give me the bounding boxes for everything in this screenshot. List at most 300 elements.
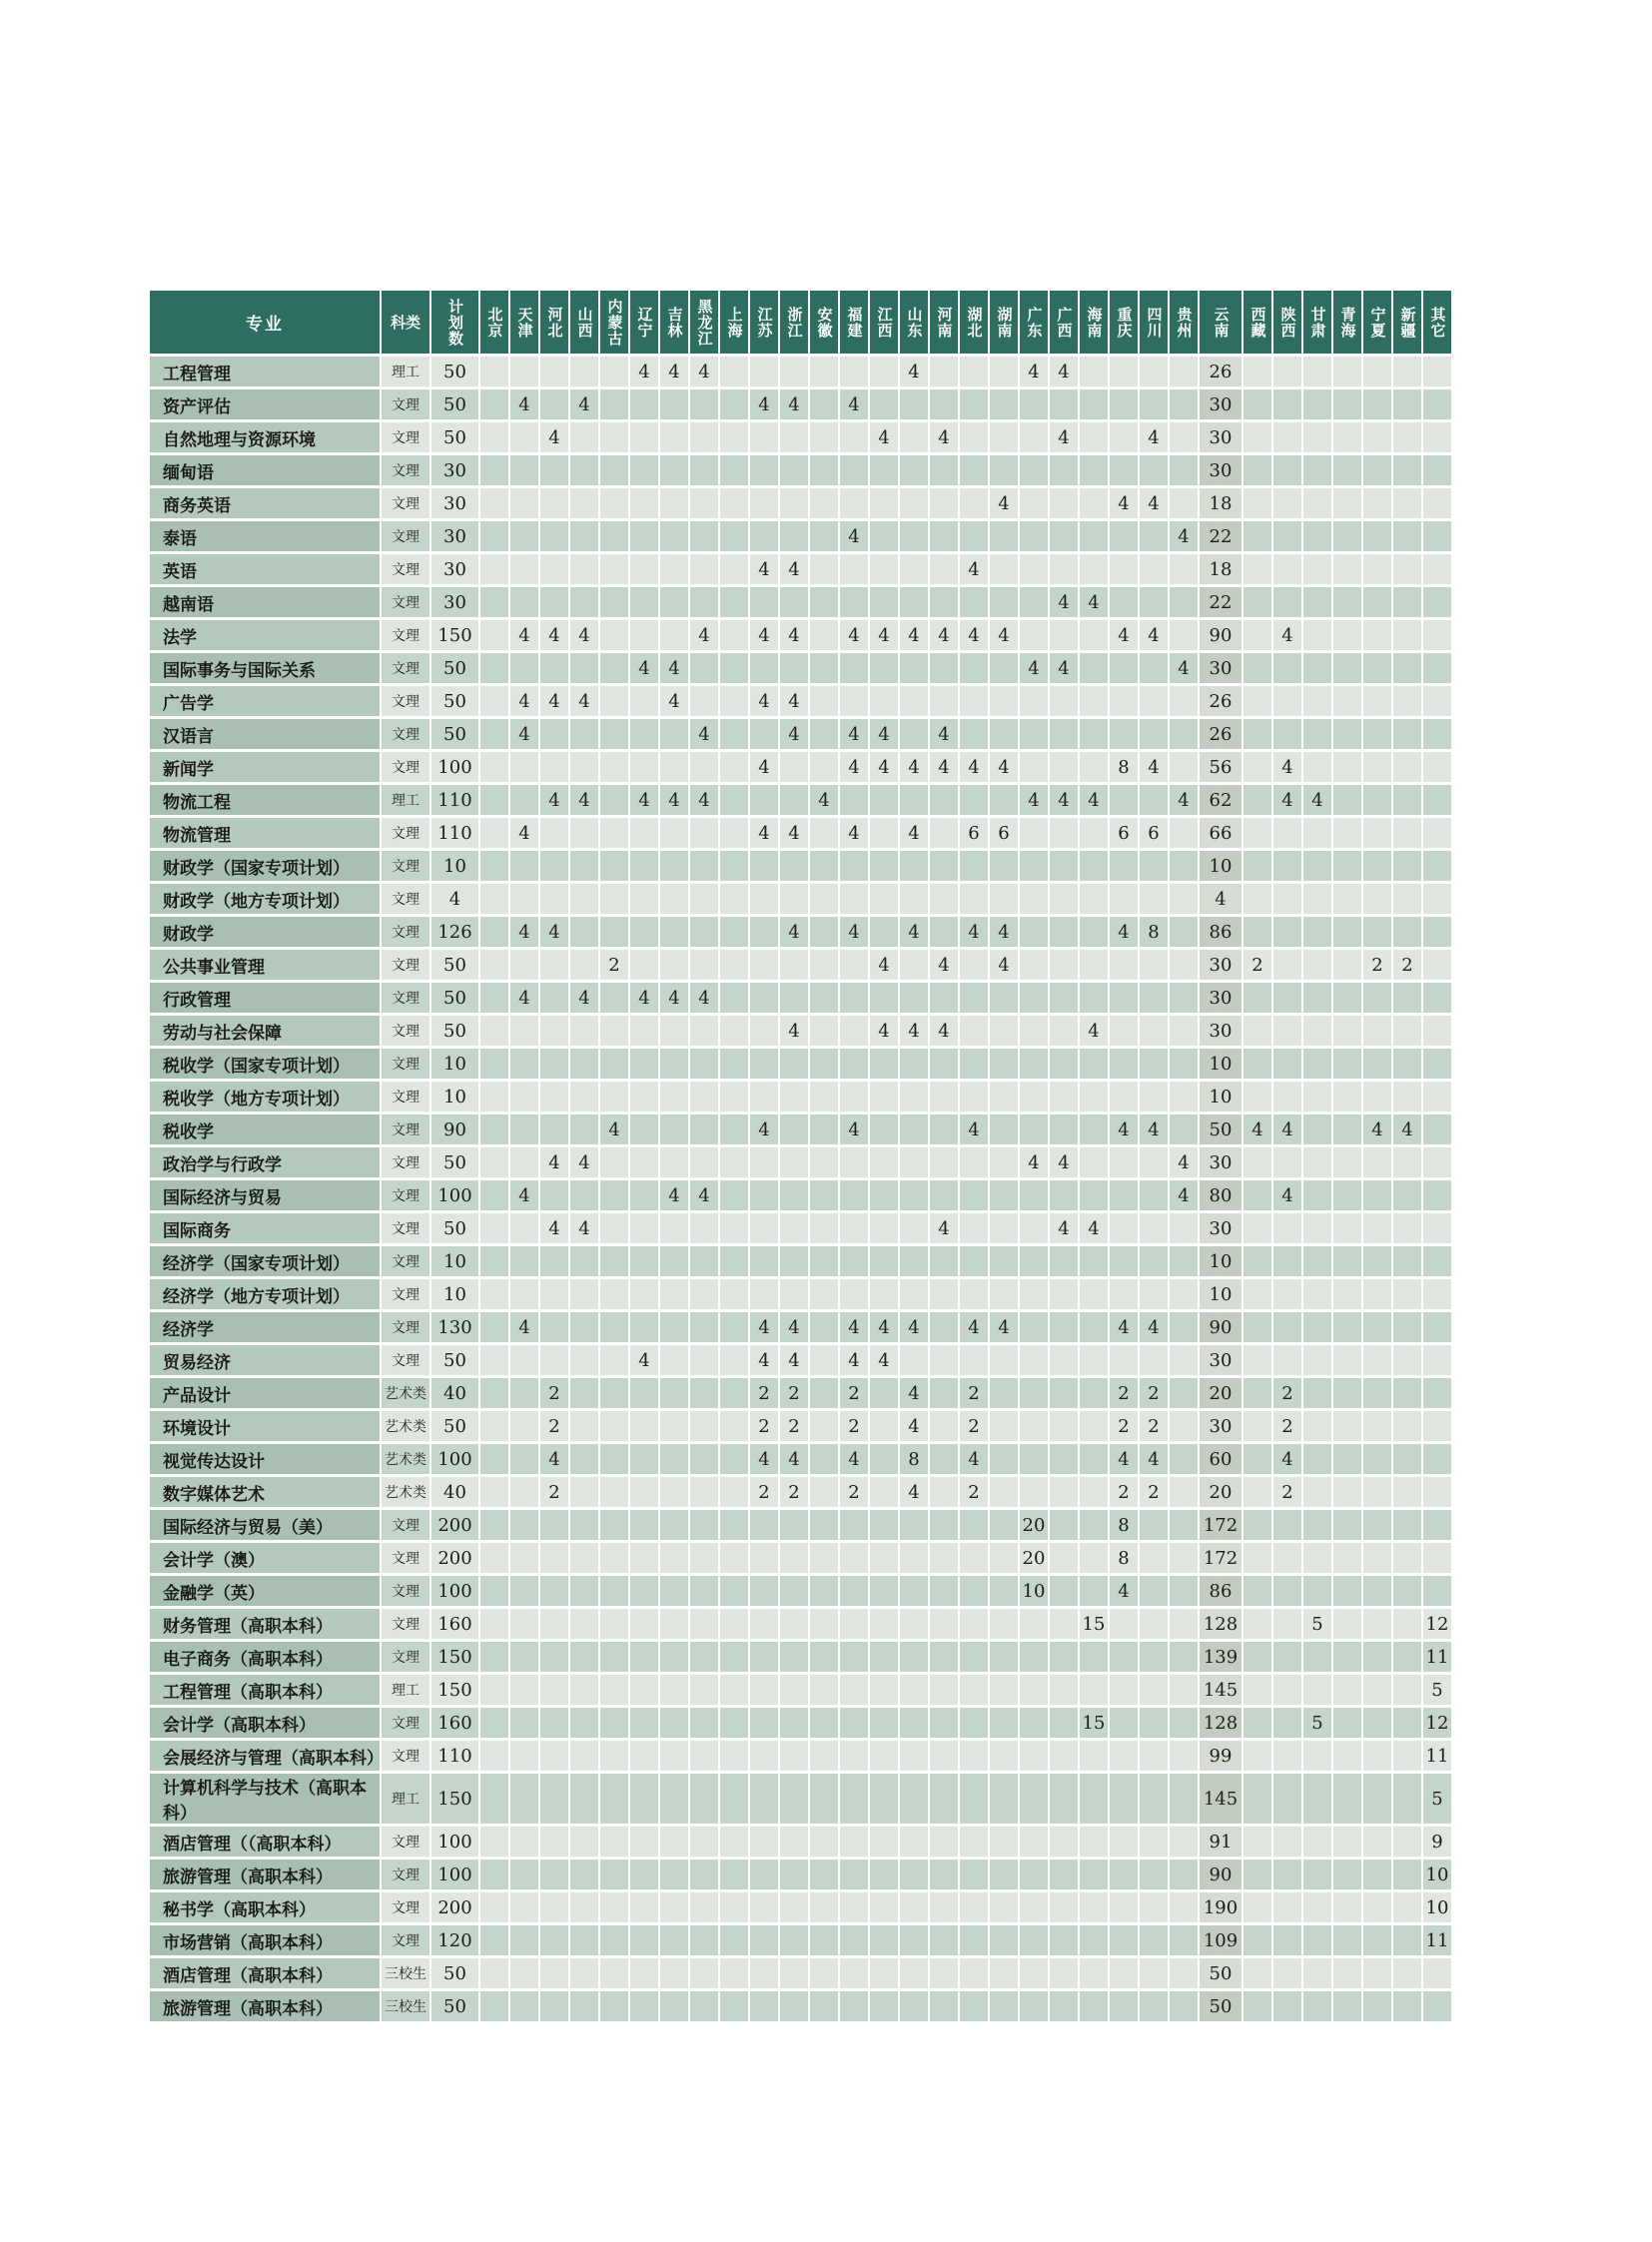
province-value-cell	[630, 1827, 658, 1857]
province-value-cell: 2	[1273, 1378, 1301, 1408]
province-value-cell	[990, 1675, 1018, 1705]
major-cell: 财政学（地方专项计划）	[150, 884, 380, 914]
plan-cell: 30	[431, 587, 478, 617]
province-value-cell	[510, 1827, 538, 1857]
col-header-province: 西藏	[1243, 291, 1271, 354]
province-value-cell	[960, 719, 988, 749]
province-value-cell: 4	[570, 620, 598, 650]
province-value-cell	[1170, 884, 1198, 914]
province-value-cell	[930, 1246, 958, 1276]
major-cell: 国际事务与国际关系	[150, 653, 380, 683]
province-value-cell	[750, 1774, 778, 1824]
province-value-cell	[1273, 950, 1301, 980]
plan-cell: 160	[431, 1708, 478, 1738]
province-value-cell	[510, 752, 538, 782]
table-row	[150, 1958, 1451, 1988]
province-value-cell	[1363, 1444, 1391, 1474]
province-value-cell	[720, 1115, 748, 1144]
col-header-province: 江西	[870, 291, 898, 354]
province-value-cell	[1333, 1312, 1361, 1342]
province-value-cell: 4	[570, 983, 598, 1013]
province-value-cell	[1140, 686, 1168, 716]
province-value-cell	[870, 1774, 898, 1824]
province-value-cell	[1080, 1246, 1108, 1276]
province-value-cell	[630, 1892, 658, 1922]
province-value-cell	[510, 1147, 538, 1177]
province-value-cell	[1363, 752, 1391, 782]
province-value-cell	[1393, 818, 1421, 848]
province-value-cell	[990, 1991, 1018, 2021]
plan-cell: 10	[431, 851, 478, 881]
province-value-cell	[810, 1246, 838, 1276]
province-value-cell	[1423, 1082, 1451, 1112]
province-value-cell	[630, 1444, 658, 1474]
province-value-cell	[870, 1708, 898, 1738]
province-value-cell	[810, 554, 838, 584]
province-value-cell	[1170, 752, 1198, 782]
province-value-cell	[720, 1411, 748, 1441]
province-value-cell: 9	[1423, 1827, 1451, 1857]
province-value-cell	[1170, 1609, 1198, 1639]
province-value-cell	[1303, 1312, 1331, 1342]
province-value-cell	[1363, 1378, 1391, 1408]
province-value-cell	[1243, 1925, 1271, 1955]
province-value-cell	[510, 1925, 538, 1955]
province-value-cell	[1363, 1345, 1391, 1375]
province-value-cell	[1170, 1016, 1198, 1046]
province-value-cell	[870, 1741, 898, 1771]
province-value-cell	[840, 1708, 868, 1738]
province-value-cell	[1273, 488, 1301, 518]
province-value-cell	[1363, 1675, 1391, 1705]
province-value-cell	[540, 1576, 568, 1606]
province-value-cell	[720, 587, 748, 617]
province-value-cell	[1050, 1477, 1078, 1507]
col-header-province: 重庆	[1110, 291, 1138, 354]
col-header-province: 海南	[1080, 291, 1108, 354]
province-value-cell	[1363, 686, 1391, 716]
province-value-cell	[960, 653, 988, 683]
province-value-cell	[1333, 1147, 1361, 1177]
province-value-cell	[690, 1675, 718, 1705]
province-value-cell	[1333, 1477, 1361, 1507]
province-value-cell	[1363, 1180, 1391, 1210]
province-value-cell	[1393, 422, 1421, 452]
province-value-cell	[1333, 422, 1361, 452]
major-cell: 会计学（澳）	[150, 1543, 380, 1573]
province-value-cell	[750, 1213, 778, 1243]
province-value-cell	[1080, 554, 1108, 584]
province-value-cell: 4	[1080, 785, 1108, 815]
province-value-cell	[750, 455, 778, 485]
province-value-cell	[870, 1925, 898, 1955]
province-value-cell	[1170, 1246, 1198, 1276]
province-value-cell	[480, 1543, 508, 1573]
province-value-cell	[600, 884, 628, 914]
province-value-cell: 5	[1303, 1609, 1331, 1639]
province-value-cell: 30	[1200, 983, 1241, 1013]
province-value-cell: 30	[1200, 455, 1241, 485]
enrollment-plan-table-wrap	[148, 288, 1453, 2024]
province-value-cell	[690, 1892, 718, 1922]
province-value-cell	[1170, 1049, 1198, 1079]
province-value-cell	[1423, 1576, 1451, 1606]
category-cell: 文理	[382, 686, 429, 716]
province-value-cell	[1110, 1860, 1138, 1889]
province-value-cell	[540, 488, 568, 518]
col-header-province: 湖南	[990, 291, 1018, 354]
province-value-cell	[1020, 1708, 1048, 1738]
province-value-cell: 4	[570, 1147, 598, 1177]
province-value-cell	[1303, 1741, 1331, 1771]
province-value-cell	[1273, 1675, 1301, 1705]
plan-cell: 50	[431, 389, 478, 419]
province-value-cell	[1080, 1991, 1108, 2021]
plan-cell: 150	[431, 1642, 478, 1672]
province-value-cell	[1140, 587, 1168, 617]
province-value-cell	[720, 1378, 748, 1408]
province-value-cell	[1140, 1147, 1168, 1177]
province-value-cell	[1110, 521, 1138, 551]
province-value-cell	[690, 1115, 718, 1144]
province-value-cell: 4	[630, 785, 658, 815]
province-value-cell	[900, 389, 928, 419]
province-value-cell	[1243, 1860, 1271, 1889]
province-value-cell: 50	[1200, 1115, 1241, 1144]
province-value-cell	[510, 554, 538, 584]
province-value-cell: 145	[1200, 1774, 1241, 1824]
province-value-cell	[750, 488, 778, 518]
province-value-cell	[1423, 389, 1451, 419]
province-value-cell	[1140, 1180, 1168, 1210]
province-value-cell: 4	[960, 1312, 988, 1342]
province-value-cell	[1020, 422, 1048, 452]
province-value-cell	[1243, 620, 1271, 650]
province-value-cell	[1140, 1958, 1168, 1988]
province-value-cell	[780, 1774, 808, 1824]
province-value-cell	[930, 1609, 958, 1639]
province-value-cell: 4	[840, 1115, 868, 1144]
province-value-cell	[960, 1543, 988, 1573]
province-value-cell	[900, 1576, 928, 1606]
province-value-cell	[1333, 1510, 1361, 1540]
province-value-cell	[1303, 1411, 1331, 1441]
province-value-cell: 4	[870, 752, 898, 782]
province-value-cell	[990, 851, 1018, 881]
province-value-cell	[990, 1925, 1018, 1955]
province-value-cell	[540, 1510, 568, 1540]
province-value-cell	[840, 653, 868, 683]
province-value-cell: 4	[1020, 785, 1048, 815]
major-cell: 电子商务（高职本科）	[150, 1642, 380, 1672]
province-value-cell	[720, 389, 748, 419]
province-value-cell	[480, 1991, 508, 2021]
province-value-cell	[1423, 554, 1451, 584]
province-value-cell	[510, 1279, 538, 1309]
province-value-cell: 4	[780, 1016, 808, 1046]
province-value-cell: 4	[1140, 422, 1168, 452]
col-header-province: 宁夏	[1363, 291, 1391, 354]
province-value-cell	[1170, 1576, 1198, 1606]
province-value-cell	[660, 455, 688, 485]
province-value-cell: 8	[900, 1444, 928, 1474]
province-value-cell	[660, 554, 688, 584]
province-value-cell	[1333, 719, 1361, 749]
province-value-cell	[1020, 587, 1048, 617]
province-value-cell	[600, 389, 628, 419]
province-value-cell	[660, 587, 688, 617]
province-value-cell	[1363, 1576, 1391, 1606]
major-cell: 政治学与行政学	[150, 1147, 380, 1177]
province-value-cell	[1363, 1609, 1391, 1639]
province-value-cell: 4	[540, 422, 568, 452]
province-value-cell	[1363, 1411, 1391, 1441]
province-value-cell	[1080, 1312, 1108, 1342]
plan-cell: 30	[431, 455, 478, 485]
province-value-cell	[510, 1477, 538, 1507]
plan-cell: 50	[431, 1958, 478, 1988]
province-value-cell	[840, 884, 868, 914]
province-value-cell	[1273, 1312, 1301, 1342]
major-cell: 税收学（地方专项计划）	[150, 1082, 380, 1112]
province-value-cell	[1243, 1642, 1271, 1672]
province-value-cell: 4	[840, 917, 868, 947]
province-value-cell	[930, 357, 958, 386]
province-value-cell	[1273, 983, 1301, 1013]
province-value-cell	[1423, 357, 1451, 386]
major-cell: 财政学（国家专项计划）	[150, 851, 380, 881]
province-value-cell	[720, 1708, 748, 1738]
major-cell: 酒店管理（（高职本科）	[150, 1827, 380, 1857]
province-value-cell	[1170, 389, 1198, 419]
province-value-cell	[870, 1642, 898, 1672]
province-value-cell	[660, 1543, 688, 1573]
province-value-cell: 56	[1200, 752, 1241, 782]
province-value-cell	[1050, 1115, 1078, 1144]
province-value-cell: 4	[1050, 422, 1078, 452]
province-value-cell	[990, 983, 1018, 1013]
category-cell: 文理	[382, 1642, 429, 1672]
province-value-cell: 4	[780, 1345, 808, 1375]
province-value-cell	[1273, 1049, 1301, 1079]
table-row	[150, 653, 1451, 683]
province-value-cell: 4	[870, 1312, 898, 1342]
province-value-cell	[1080, 1345, 1108, 1375]
table-row	[150, 1246, 1451, 1276]
province-value-cell	[1243, 851, 1271, 881]
province-value-cell: 2	[750, 1411, 778, 1441]
province-value-cell	[1273, 554, 1301, 584]
province-value-cell	[780, 357, 808, 386]
province-value-cell	[1020, 1675, 1048, 1705]
province-value-cell	[750, 521, 778, 551]
province-value-cell	[690, 884, 718, 914]
province-value-cell	[600, 1378, 628, 1408]
province-value-cell	[1050, 686, 1078, 716]
province-value-cell	[600, 851, 628, 881]
province-value-cell	[1303, 1774, 1331, 1824]
province-value-cell	[1243, 357, 1271, 386]
major-cell: 会计学（高职本科）	[150, 1708, 380, 1738]
province-value-cell	[1273, 1543, 1301, 1573]
province-value-cell	[600, 1576, 628, 1606]
province-value-cell	[690, 1082, 718, 1112]
province-value-cell	[1050, 1312, 1078, 1342]
province-value-cell: 2	[1110, 1477, 1138, 1507]
province-value-cell	[690, 554, 718, 584]
province-value-cell	[1080, 1049, 1108, 1079]
col-header-province: 河北	[540, 291, 568, 354]
province-value-cell	[1243, 752, 1271, 782]
province-value-cell	[1140, 785, 1168, 815]
province-value-cell	[480, 752, 508, 782]
province-value-cell	[960, 1147, 988, 1177]
province-value-cell	[1333, 917, 1361, 947]
province-value-cell	[1393, 1213, 1421, 1243]
province-value-cell	[570, 917, 598, 947]
province-value-cell	[1050, 983, 1078, 1013]
province-value-cell	[810, 1991, 838, 2021]
province-value-cell	[1393, 1741, 1421, 1771]
province-value-cell: 4	[900, 620, 928, 650]
province-value-cell	[870, 1049, 898, 1079]
province-value-cell	[960, 1958, 988, 1988]
province-value-cell	[1423, 752, 1451, 782]
province-value-cell	[1080, 521, 1108, 551]
province-value-cell	[1110, 1016, 1138, 1046]
province-value-cell	[960, 455, 988, 485]
province-value-cell	[900, 1147, 928, 1177]
province-value-cell	[1423, 1477, 1451, 1507]
major-cell: 自然地理与资源环境	[150, 422, 380, 452]
province-value-cell	[1273, 1958, 1301, 1988]
province-value-cell	[1020, 1991, 1048, 2021]
province-value-cell	[1393, 1444, 1421, 1474]
province-value-cell	[1303, 1049, 1331, 1079]
province-value-cell	[540, 1991, 568, 2021]
province-value-cell	[750, 884, 778, 914]
province-value-cell	[1110, 983, 1138, 1013]
province-value-cell	[1423, 422, 1451, 452]
province-value-cell: 4	[900, 357, 928, 386]
province-value-cell	[1303, 1246, 1331, 1276]
province-value-cell	[1110, 1774, 1138, 1824]
province-value-cell: 8	[1110, 752, 1138, 782]
province-value-cell	[1020, 1827, 1048, 1857]
province-value-cell	[630, 1925, 658, 1955]
province-value-cell	[1020, 1741, 1048, 1771]
province-value-cell: 4	[1110, 1444, 1138, 1474]
province-value-cell	[480, 1213, 508, 1243]
province-value-cell	[1080, 1411, 1108, 1441]
province-value-cell	[750, 422, 778, 452]
province-value-cell	[1303, 719, 1331, 749]
province-value-cell: 4	[1020, 357, 1048, 386]
province-value-cell	[1080, 1774, 1108, 1824]
province-value-cell	[1140, 1774, 1168, 1824]
province-value-cell	[780, 1576, 808, 1606]
province-value-cell: 4	[510, 620, 538, 650]
category-cell: 三校生	[382, 1958, 429, 1988]
province-value-cell	[1243, 1609, 1271, 1639]
province-value-cell: 4	[1140, 488, 1168, 518]
province-value-cell	[1393, 389, 1421, 419]
province-value-cell	[480, 1444, 508, 1474]
table-row	[150, 1827, 1451, 1857]
province-value-cell	[1393, 686, 1421, 716]
province-value-cell	[600, 1958, 628, 1988]
province-value-cell: 4	[1273, 752, 1301, 782]
category-cell: 理工	[382, 785, 429, 815]
table-row	[150, 1411, 1451, 1441]
category-cell: 文理	[382, 1860, 429, 1889]
province-value-cell	[1243, 1444, 1271, 1474]
province-value-cell	[570, 1827, 598, 1857]
province-value-cell	[1170, 1774, 1198, 1824]
province-value-cell: 4	[780, 818, 808, 848]
table-row	[150, 818, 1451, 848]
province-value-cell	[1273, 719, 1301, 749]
province-value-cell: 4	[1170, 1180, 1198, 1210]
plan-cell: 30	[431, 554, 478, 584]
province-value-cell: 66	[1200, 818, 1241, 848]
province-value-cell	[960, 851, 988, 881]
table-row	[150, 554, 1451, 584]
col-header-province: 其它	[1423, 291, 1451, 354]
province-value-cell: 4	[750, 1444, 778, 1474]
province-value-cell: 4	[1050, 785, 1078, 815]
province-value-cell	[570, 818, 598, 848]
province-value-cell	[720, 521, 748, 551]
province-value-cell	[1170, 1543, 1198, 1573]
province-value-cell	[780, 851, 808, 881]
province-value-cell	[1303, 1378, 1331, 1408]
province-value-cell	[900, 455, 928, 485]
plan-cell: 30	[431, 521, 478, 551]
province-value-cell	[1333, 686, 1361, 716]
province-value-cell	[720, 422, 748, 452]
province-value-cell	[570, 1444, 598, 1474]
province-value-cell	[960, 983, 988, 1013]
province-value-cell	[1170, 1860, 1198, 1889]
province-value-cell	[1273, 1774, 1301, 1824]
province-value-cell	[1363, 983, 1391, 1013]
province-value-cell	[1110, 686, 1138, 716]
province-value-cell: 4	[1273, 785, 1301, 815]
province-value-cell	[990, 686, 1018, 716]
province-value-cell: 2	[840, 1411, 868, 1441]
province-value-cell	[570, 1378, 598, 1408]
province-value-cell: 4	[540, 1444, 568, 1474]
province-value-cell: 4	[870, 1345, 898, 1375]
province-value-cell: 4	[1363, 1115, 1391, 1144]
province-value-cell	[1110, 554, 1138, 584]
province-value-cell	[750, 950, 778, 980]
province-value-cell	[1423, 884, 1451, 914]
province-value-cell	[1393, 884, 1421, 914]
province-value-cell: 20	[1020, 1510, 1048, 1540]
province-value-cell: 4	[1020, 1147, 1048, 1177]
province-value-cell	[1170, 1082, 1198, 1112]
province-value-cell: 4	[870, 620, 898, 650]
province-value-cell	[720, 1860, 748, 1889]
province-value-cell	[570, 1741, 598, 1771]
province-value-cell	[900, 1246, 928, 1276]
province-value-cell	[690, 1345, 718, 1375]
province-value-cell	[1393, 917, 1421, 947]
province-value-cell: 4	[960, 752, 988, 782]
province-value-cell	[720, 1279, 748, 1309]
